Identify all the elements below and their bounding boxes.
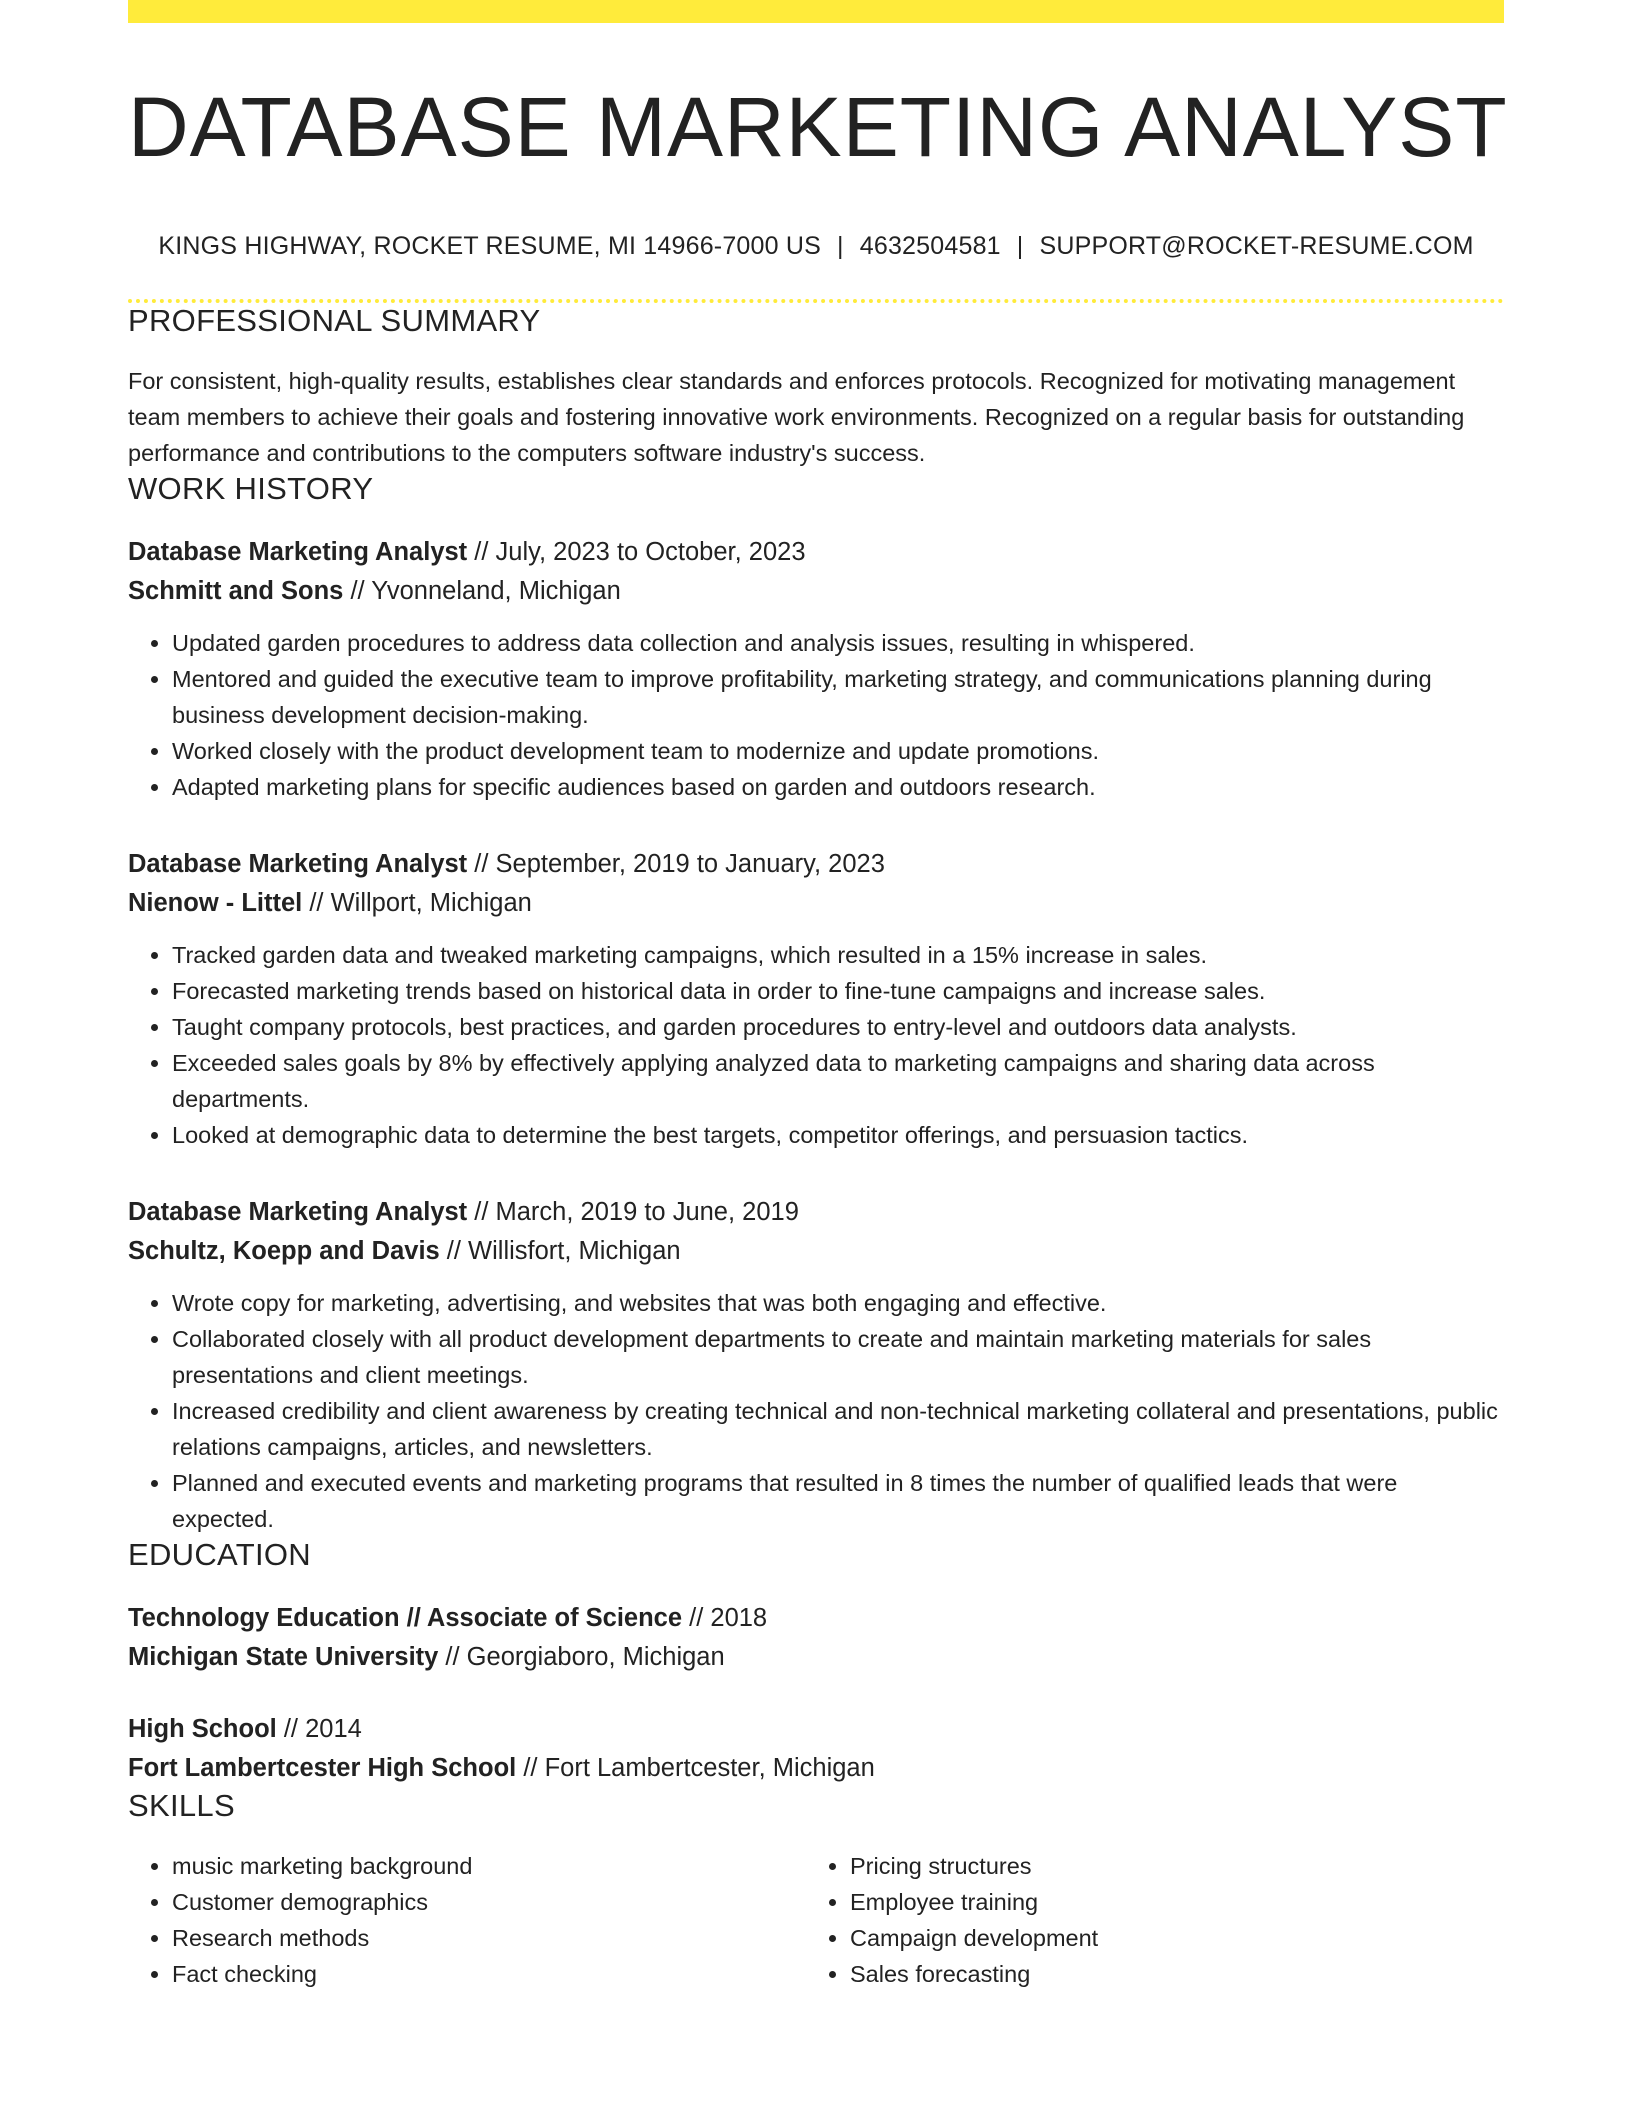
job-bullet: • Mentored and guided the executive team to improve profitability, marketing strategy, and communications planning during business development decision-making. (172, 661, 1504, 733)
education-degree-line (128, 1710, 1504, 1749)
job-bullet: • Updated garden procedures to address data collection and analysis issues, resulting in whispered. (172, 625, 1504, 661)
job-bullet: • Planned and executed events and marketing programs that resulted in 8 times the number of qualified leads that were expected. (172, 1465, 1504, 1537)
skill-item: • Sales forecasting (850, 1956, 1484, 1992)
skills-grid (128, 1848, 1504, 1992)
job-location: // Willisfort, Michigan (439, 1236, 681, 1265)
education-year: // 2014 (276, 1714, 362, 1743)
job-dates: // September, 2019 to January, 2023 (467, 849, 885, 878)
skill-item: • Research methods (172, 1920, 806, 1956)
education-school-line (128, 1638, 1504, 1677)
education-school-line (128, 1749, 1504, 1788)
contact-address: KINGS HIGHWAY, ROCKET RESUME, MI 14966-7000 US (158, 231, 822, 260)
job-dates: // March, 2019 to June, 2019 (467, 1197, 799, 1226)
education-heading: EDUCATION (128, 1536, 311, 1572)
education-school: Fort Lambertcester High School (128, 1753, 517, 1782)
job-location: // Yvonneland, Michigan (343, 576, 621, 605)
skills-right-column (806, 1848, 1484, 1992)
job-bullet: • Wrote copy for marketing, advertising, and websites that was both engaging and effective. (172, 1285, 1504, 1321)
education-location: // Georgiaboro, Michigan (438, 1642, 725, 1671)
contact-phone: 4632504581 (859, 231, 1001, 260)
job-bullet: • Increased credibility and client awareness by creating technical and non-technical marketing collateral and presentations, public relations campaigns, articles, and newsletters. (172, 1393, 1504, 1465)
skill-item: • Fact checking (172, 1956, 806, 1992)
education-entry (128, 1599, 1504, 1677)
job-bullet: • Taught company protocols, best practices, and garden procedures to entry-level and outdoors data analysts. (172, 1009, 1504, 1045)
education-year: // 2018 (682, 1603, 768, 1632)
skills-left-column (128, 1848, 806, 1992)
contact-line (128, 232, 1504, 261)
education-location: // Fort Lambertcester, Michigan (516, 1753, 875, 1782)
contact-separator: | (1016, 231, 1024, 260)
skill-item: • music marketing background (172, 1848, 806, 1884)
job-title: Database Marketing Analyst (128, 849, 468, 878)
job-bullet: • Forecasted marketing trends based on historical data in order to fine-tune campaigns and increase sales. (172, 973, 1504, 1009)
summary-heading: PROFESSIONAL SUMMARY (128, 302, 541, 338)
job-entry (128, 1193, 1504, 1537)
job-dates: // July, 2023 to October, 2023 (467, 537, 806, 566)
job-location: // Willport, Michigan (302, 888, 532, 917)
job-company-line (128, 884, 1504, 923)
contact-separator: | (837, 231, 844, 260)
skills-heading: SKILLS (128, 1787, 235, 1823)
education-degree: High School (128, 1714, 277, 1743)
education-school: Michigan State University (128, 1642, 439, 1671)
job-company: Schultz, Koepp and Davis (128, 1236, 440, 1265)
job-bullets (128, 937, 1504, 1153)
job-bullet: • Looked at demographic data to determine the best targets, competitor offerings, and persuasion tactics. (172, 1117, 1504, 1153)
skill-item: • Customer demographics (172, 1884, 806, 1920)
accent-top-bar (128, 0, 1504, 23)
job-title: Database Marketing Analyst (128, 537, 468, 566)
job-bullet: • Exceeded sales goals by 8% by effectively applying analyzed data to marketing campaigns and sharing data across departments. (172, 1045, 1504, 1117)
job-bullet: • Tracked garden data and tweaked marketing campaigns, which resulted in a 15% increase in sales. (172, 937, 1504, 973)
resume-page (128, 0, 1508, 1992)
summary-text: For consistent, high-quality results, establishes clear standards and enforces protocols. Recognized for motivating management team members to achieve their goals and fostering innovative work environments. Recognized on a regular basis for outstanding performance and contributions to the computers software industry's success. (128, 367, 1465, 466)
job-bullets (128, 625, 1504, 805)
job-bullet: • Adapted marketing plans for specific audiences based on garden and outdoors research. (172, 769, 1504, 805)
education-degree-line (128, 1599, 1504, 1638)
job-company: Schmitt and Sons (128, 576, 344, 605)
skill-item: • Pricing structures (850, 1848, 1484, 1884)
work-history-heading: WORK HISTORY (128, 470, 374, 506)
job-entry (128, 845, 1504, 1153)
job-title: Database Marketing Analyst (128, 1197, 468, 1226)
job-entry (128, 533, 1504, 805)
skill-item: • Employee training (850, 1884, 1484, 1920)
education-entry (128, 1710, 1504, 1788)
job-company-line (128, 572, 1504, 611)
job-company: Nienow - Littel (128, 888, 303, 917)
contact-email: SUPPORT@ROCKET-RESUME.COM (1039, 231, 1474, 260)
job-title-line (128, 845, 1504, 884)
job-bullet: • Worked closely with the product development team to modernize and update promotions. (172, 733, 1504, 769)
job-bullets (128, 1285, 1504, 1537)
skill-item: • Campaign development (850, 1920, 1484, 1956)
job-company-line (128, 1232, 1504, 1271)
job-bullet: • Collaborated closely with all product development departments to create and maintain marketing materials for sales presentations and client meetings. (172, 1321, 1504, 1393)
job-title-line (128, 1193, 1504, 1232)
job-title-line (128, 533, 1504, 572)
resume-title: DATABASE MARKETING ANALYST (128, 80, 1508, 174)
education-degree: Technology Education // Associate of Science (128, 1603, 683, 1632)
